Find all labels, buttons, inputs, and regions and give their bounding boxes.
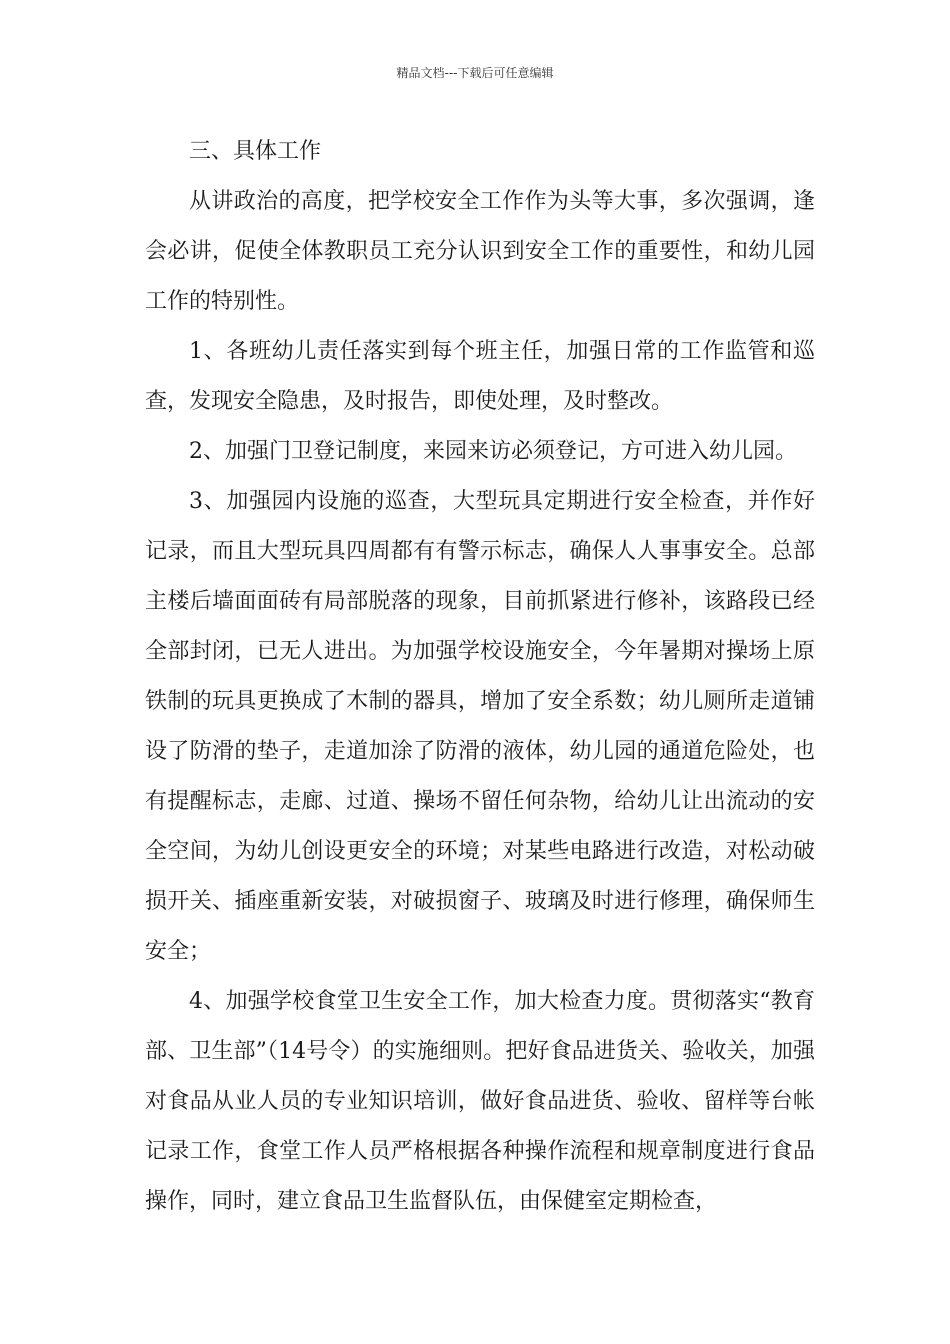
paragraph: 从讲政治的高度，把学校安全工作作为头等大事，多次强调，逢会必讲，促使全体教职员工充分认识到安全工作的重要性，和幼儿园工作的特别性。 <box>145 189 815 314</box>
document-body <box>145 127 815 1227</box>
paragraph: 4、加强学校食堂卫生安全工作，加大检查力度。贯彻落实“教育部、卫生部”（14号令）的实施细则。把好食品进货关、验收关，加强对食品从业人员的专业知识培训，做好食品进货、验收、留样等台帐记录工作，食堂工作人员严格根据各种操作流程和规章制度进行食品操作，同时，建立食品卫生监督队伍，由保健室定期检查， <box>145 989 815 1214</box>
paragraph: 3、加强园内设施的巡查，大型玩具定期进行安全检查，并作好记录，而且大型玩具四周都有有警示标志，确保人人事事安全。总部主楼后墙面面砖有局部脱落的现象，目前抓紧进行修补，该路段已经全部封闭，已无人进出。为加强学校设施安全，今年暑期对操场上原铁制的玩具更换成了木制的器具，增加了安全系数；幼儿厕所走道铺设了防滑的垫子，走道加涂了防滑的液体，幼儿园的通道危险处，也有提醒标志，走廊、过道、操场不留任何杂物，给幼儿让出流动的安全空间，为幼儿创设更安全的环境；对某些电路进行改造，对松动破损开关、插座重新安装，对破损窗子、玻璃及时进行修理，确保师生安全； <box>145 489 815 964</box>
section-heading: 三、具体工作 <box>189 139 322 164</box>
page-header: 精品文档---下载后可任意编辑 <box>396 66 554 80</box>
paragraph: 1、各班幼儿责任落实到每个班主任，加强日常的工作监管和巡查，发现安全隐患，及时报告，即使处理，及时整改。 <box>145 339 815 414</box>
paragraph: 2、加强门卫登记制度，来园来访必须登记，方可进入幼儿园。 <box>189 439 797 464</box>
